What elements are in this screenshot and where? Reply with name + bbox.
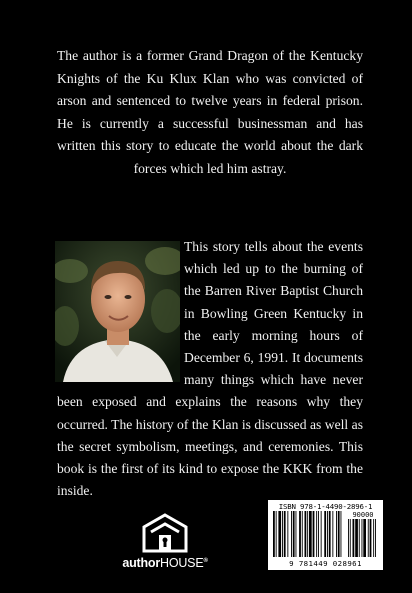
barcode-bar: [287, 511, 288, 557]
ean-digits: 9 781449 028961: [289, 559, 362, 568]
barcode-addon-bar: [368, 519, 369, 557]
barcode-bar: [324, 511, 326, 557]
barcode-bar: [316, 511, 317, 557]
barcode-bar: [276, 511, 277, 557]
barcode-addon-bar: [359, 519, 360, 557]
isbn-barcode: [268, 500, 383, 570]
barcode-bar: [305, 511, 307, 557]
barcode-bar: [278, 511, 281, 557]
description-block: [57, 236, 363, 502]
barcode-bar: [327, 511, 328, 557]
publisher-name-bold: author: [122, 556, 160, 570]
barcode-bar: [296, 511, 297, 557]
barcode-addon-bar: [370, 519, 372, 557]
publisher-name-light: HOUSE: [160, 556, 204, 570]
barcode-bar: [307, 511, 308, 557]
barcode-bar: [302, 511, 303, 557]
barcode-addon-bar: [362, 519, 363, 557]
barcode-addon-bar: [375, 519, 376, 557]
barcode-addon-digits: 90000: [352, 511, 374, 519]
barcode-bar: [336, 511, 337, 557]
barcode-bar: [299, 511, 301, 557]
barcode-addon-bar: [350, 519, 351, 557]
registered-mark: ®: [203, 557, 208, 564]
barcode-bar: [332, 511, 333, 557]
barcode-addon-bar: [373, 519, 374, 557]
barcode-bar: [318, 511, 319, 557]
barcode-bar: [284, 511, 286, 557]
barcode-addon-bar: [353, 519, 355, 557]
barcode-bar: [341, 511, 342, 557]
barcode-addon-bar: [363, 519, 366, 557]
barcode-bars: [272, 511, 379, 558]
barcode-addon-bar: [355, 519, 358, 557]
book-description-paragraph: This story tells about the events which led up to the burning of the Barren River Baptist Church in Bowling Green Kentucky in the early morning hours of December 6, 1991. It documents many things which have never been exposed and explains the reasons why they occurred. The history of the Klan is discussed as well as the secret symbolism, meetings, and ceremonies. This book is the first of its kind to expose the KKK from the inside.: [57, 239, 363, 499]
barcode-bar: [338, 511, 340, 557]
barcode-bar: [313, 511, 315, 557]
barcode-bar: [282, 511, 283, 557]
author-bio-paragraph: The author is a former Grand Dragon of the Kentucky Knights of the Ku Klux Klan who was convicted of arson and sentenced to twelve years in federal prison. He is currently a successful businessman and has written this story to educate the world about the dark forces which led him astray.: [57, 48, 363, 176]
barcode-bar: [293, 511, 295, 557]
publisher-name: [110, 556, 220, 570]
barcode-bar: [309, 511, 312, 557]
barcode-addon-bar: [348, 519, 349, 557]
barcode-bar: [273, 511, 275, 557]
barcode-bar: [329, 511, 331, 557]
barcode-bar: [291, 511, 292, 557]
isbn-label: ISBN 978-1-4490-2896-1: [278, 502, 373, 511]
barcode-bar: [321, 511, 322, 557]
